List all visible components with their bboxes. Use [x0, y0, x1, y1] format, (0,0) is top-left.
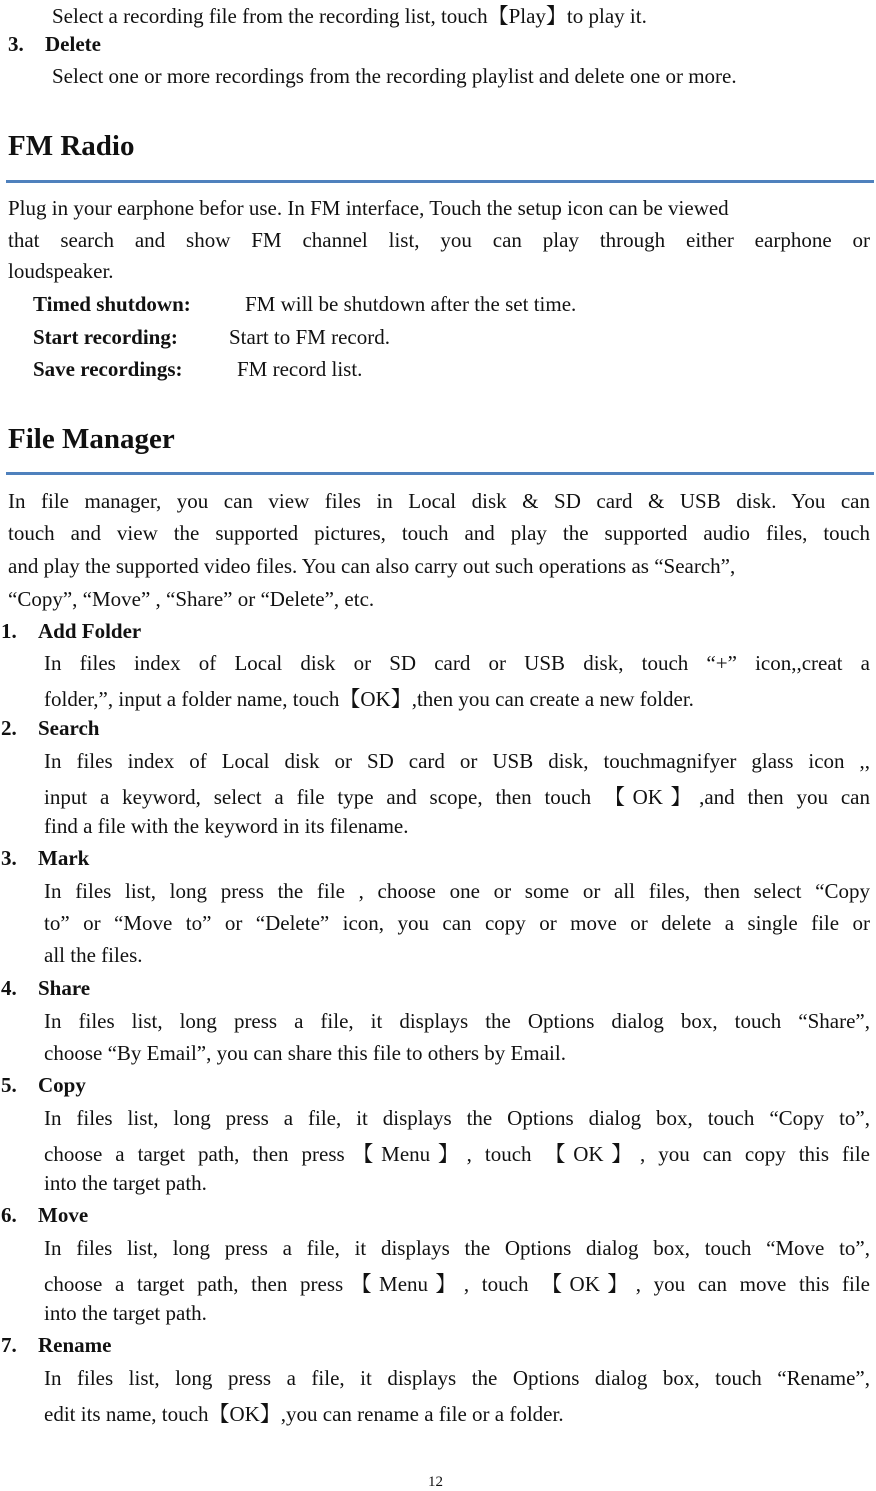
- fm-paragraph-line: touch and view the supported pictures, touch and play the supported audio files, touch: [8, 521, 870, 545]
- section-title-rename: Rename: [38, 1333, 112, 1357]
- section-number: 3.: [1, 846, 17, 870]
- section-title-search: Search: [38, 716, 100, 740]
- section-line: find a file with the keyword in its filename.: [44, 814, 409, 838]
- section-title-move: Move: [38, 1203, 89, 1227]
- section-number: 5.: [1, 1073, 17, 1097]
- save-recordings-text: FM record list.: [237, 357, 363, 381]
- section-line: In files index of Local disk or SD card or USB disk, touch “+” icon,,creat a: [44, 651, 870, 675]
- fm-paragraph-line: loudspeaker.: [8, 259, 114, 283]
- section-line: into the target path.: [44, 1301, 207, 1325]
- heading-divider: [6, 472, 874, 475]
- play-instruction: Select a recording file from the recording list, touch【Play】to play it.: [52, 4, 647, 28]
- heading-divider: [6, 180, 874, 183]
- section-title-add-folder: Add Folder: [38, 619, 142, 643]
- section-number: 6.: [1, 1203, 17, 1227]
- file-manager-heading: File Manager: [8, 423, 175, 455]
- timed-shutdown-text: FM will be shutdown after the set time.: [245, 292, 577, 316]
- section-number: 7.: [1, 1333, 17, 1357]
- page-number: 12: [428, 1474, 443, 1490]
- section-line: into the target path.: [44, 1171, 207, 1195]
- section-title-share: Share: [38, 976, 91, 1000]
- start-recording-text: Start to FM record.: [229, 325, 390, 349]
- section-line: In files list, long press a file, it displays the Options dialog box, touch “Rename”,: [44, 1366, 870, 1390]
- fm-paragraph-line: Plug in your earphone befor use. In FM interface, Touch the setup icon can be viewed: [8, 196, 729, 220]
- section-title-mark: Mark: [38, 846, 90, 870]
- save-recordings-label: Save recordings:: [33, 357, 183, 381]
- section-line: input a keyword, select a file type and scope, then touch 【OK】,and then you can: [44, 785, 870, 809]
- delete-instruction: Select one or more recordings from the recording playlist and delete one or more.: [52, 64, 737, 88]
- delete-number: 3.: [8, 32, 24, 56]
- section-line: In files list, long press a file, it displays the Options dialog box, touch “Move to”,: [44, 1236, 870, 1260]
- fm-paragraph-line: that search and show FM channel list, you can play through either earphone or: [8, 228, 870, 252]
- section-line: choose “By Email”, you can share this file to others by Email.: [44, 1041, 566, 1065]
- section-line: folder,”, input a folder name, touch【OK】,then you can create a new folder.: [44, 687, 694, 711]
- fm-paragraph-line: In file manager, you can view files in Local disk & SD card & USB disk. You can: [8, 489, 870, 513]
- section-line: choose a target path, then press【Menu】, touch 【OK】, you can copy this file: [44, 1142, 870, 1166]
- fm-radio-heading: FM Radio: [8, 130, 135, 162]
- start-recording-label: Start recording:: [33, 325, 178, 349]
- fm-paragraph-line: “Copy”, “Move” , “Share” or “Delete”, etc.: [8, 587, 375, 611]
- section-number: 2.: [1, 716, 17, 740]
- section-number: 4.: [1, 976, 17, 1000]
- section-title-copy: Copy: [38, 1073, 86, 1097]
- timed-shutdown-label: Timed shutdown:: [33, 292, 191, 316]
- section-line: In files list, long press a file, it displays the Options dialog box, touch “Share”,: [44, 1009, 870, 1033]
- section-number: 1.: [1, 619, 17, 643]
- section-line: In files list, long press a file, it displays the Options dialog box, touch “Copy to”,: [44, 1106, 870, 1130]
- section-line: In files index of Local disk or SD card or USB disk, touchmagnifyer glass icon ,,: [44, 749, 870, 773]
- section-line: In files list, long press the file , choose one or some or all files, then select “Copy: [44, 879, 870, 903]
- section-line: choose a target path, then press【Menu】, touch 【OK】, you can move this file: [44, 1272, 870, 1296]
- section-line: to” or “Move to” or “Delete” icon, you can copy or move or delete a single file or: [44, 911, 870, 935]
- section-line: all the files.: [44, 943, 143, 967]
- fm-paragraph-line: and play the supported video files. You can also carry out such operations as “Search”,: [8, 554, 736, 578]
- section-line: edit its name, touch【OK】,you can rename a file or a folder.: [44, 1402, 564, 1426]
- delete-title: Delete: [45, 32, 101, 56]
